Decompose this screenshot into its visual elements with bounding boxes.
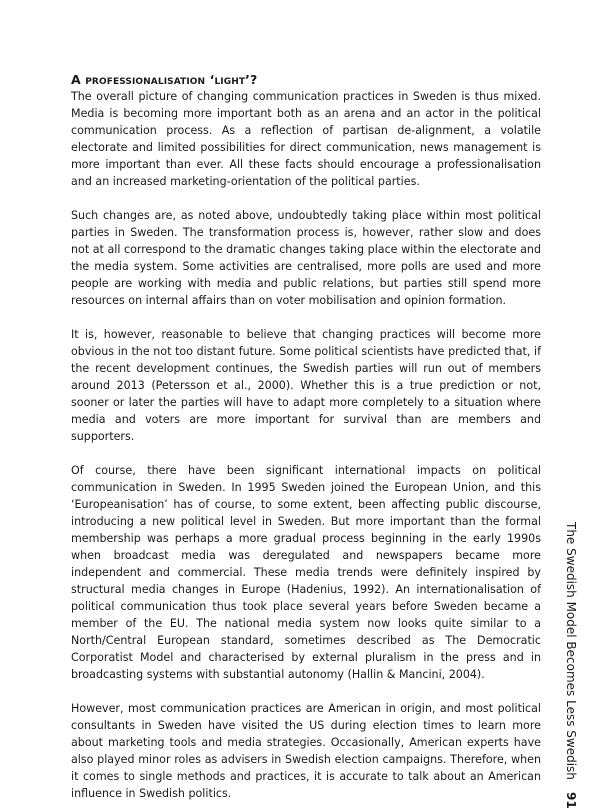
page-body xyxy=(71,71,541,802)
paragraph: The overall picture of changing communication practices in Sweden is thus mixed. Media is becoming more important both as an arena and an actor in the political communication process. As a reflection of partisan de-alignment, a volatile electorate and limited possibilities for direct communication, news management is more important than ever. All these facts should encourage a professionalisation and an increased marketing-orientation of the political parties. xyxy=(71,90,541,188)
paragraph: Of course, there have been significant international impacts on political communication in Sweden. In 1995 Sweden joined the European Union, and this ‘Europeanisation’ has of course, to some extent, been affecting public discourse, introducing a new political level in Sweden. But more important than the formal membership was perhaps a more gradual process beginning in the early 1990s when broadcast media was deregulated and newspapers became more independent and commercial. These media trends were definitely inspired by structural media changes in Europe (Hadenius, 1992). An internationalisation of political communication thus took place several years before Sweden became a member of the EU. The national media system now looks quite similar to a North/Central European standard, sometimes described as The Democratic Corporatist Model and characterised by external pluralism in the press and in broadcasting systems with substantial autonomy (Hallin & Mancini, 2004). xyxy=(71,464,541,681)
paragraph: It is, however, reasonable to believe that changing practices will become more obvious in the not too distant future. Some political scientists have predicted that, if the recent development continues, the Swedish parties will run out of members around 2013 (Petersson et al., 2000). Whether this is a true prediction or not, sooner or later the parties will have to adapt more completely to a situation where media and voters are more important for survival than are members and supporters. xyxy=(71,328,541,443)
paragraph: However, most communication practices are American in origin, and most political consultants in Sweden have visited the US during election times to learn more about marketing tools and media strategies. Occasionally, American experts have also played minor roles as advisers in Swedish election campaigns. Therefore, when it comes to single methods and practices, it is accurate to talk about an American influence in Swedish politics. xyxy=(71,702,541,800)
section-heading: A professionalisation ‘light’? xyxy=(71,72,258,87)
paragraph: Such changes are, as noted above, undoubtedly taking place within most political parties in Sweden. The transformation process is, however, rather slow and does not at all correspond to the dramatic changes taking place within the electorate and the media system. Some activities are centralised, more polls are used and more people are working with media and public relations, but parties still spend more resources on internal affairs than on voter mobilisation and opinion formation. xyxy=(71,209,541,307)
page-number: 91 xyxy=(564,791,578,808)
running-head-title: The Swedish Model Becomes Less Swedish xyxy=(564,522,578,780)
running-head xyxy=(564,522,578,808)
